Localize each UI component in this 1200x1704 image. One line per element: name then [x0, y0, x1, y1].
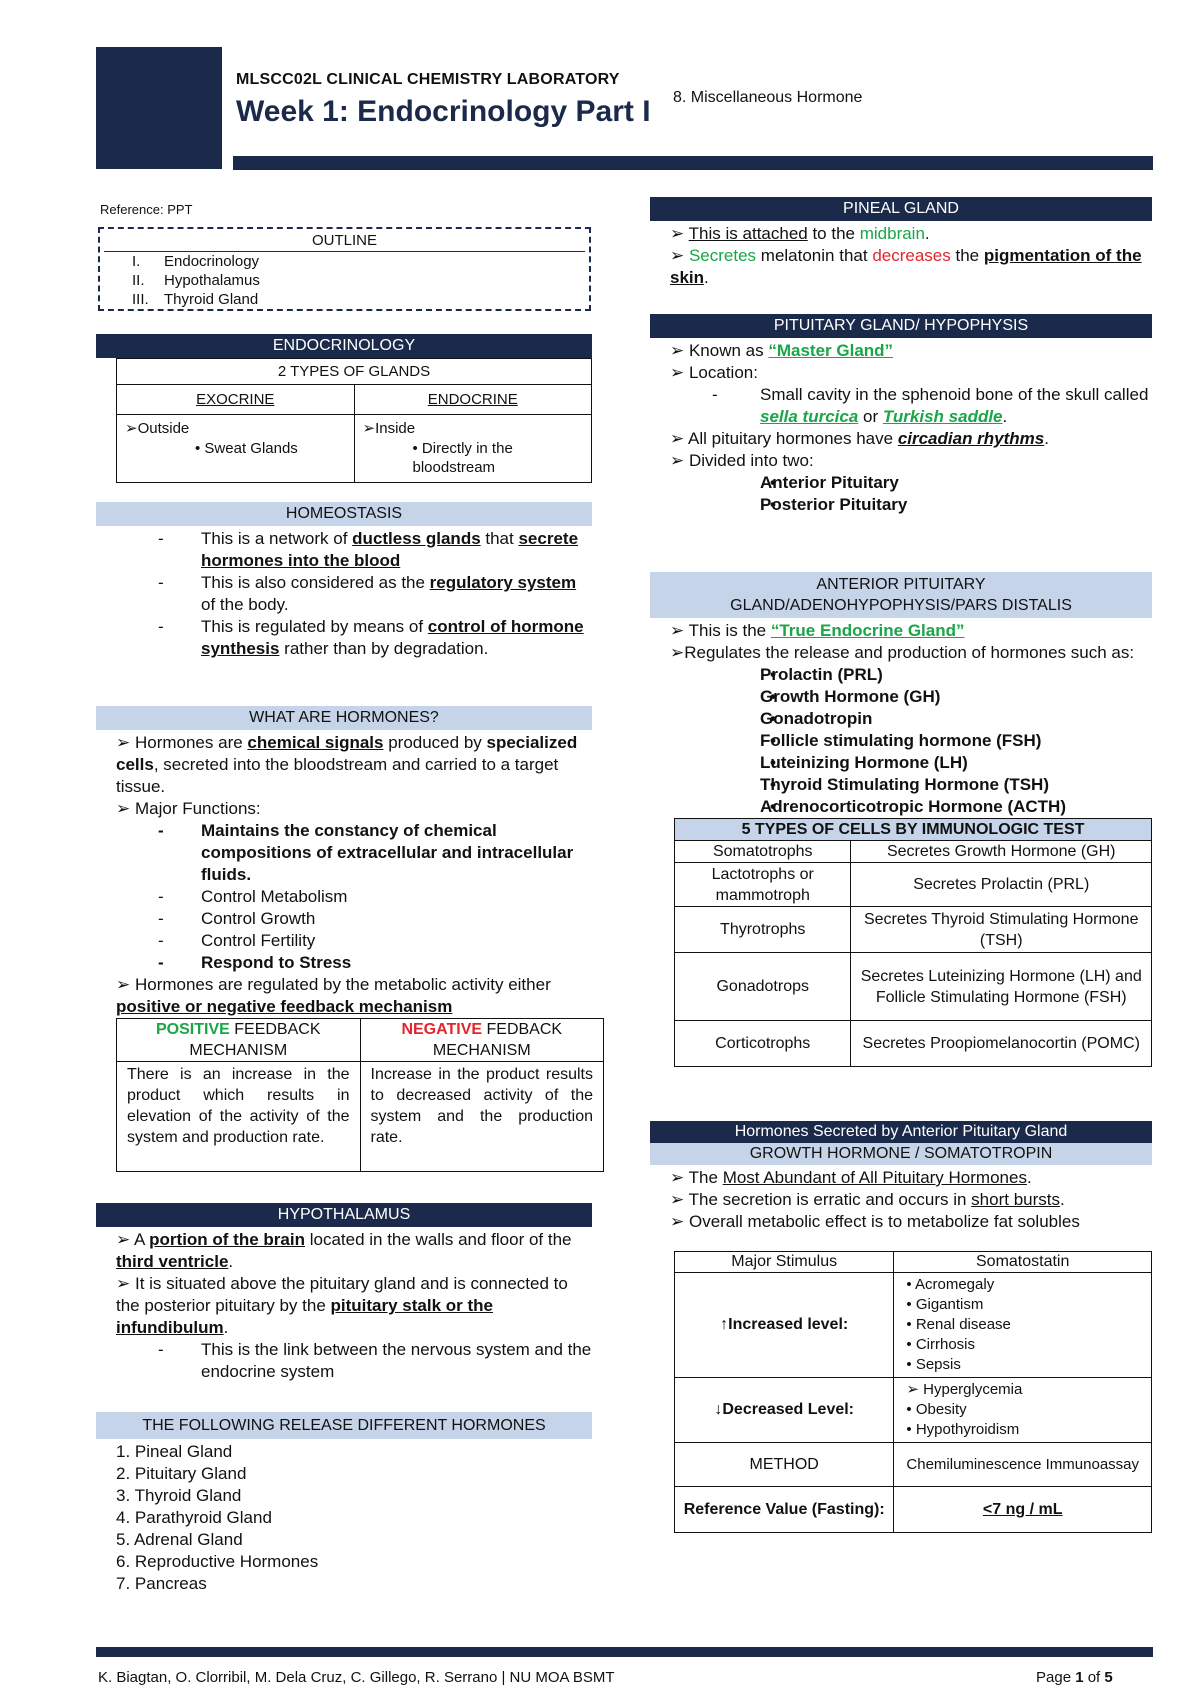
- footer-authors: K. Biagtan, O. Clorribil, M. Dela Cruz, C. Gillego, R. Serrano | NU MOA BSMT: [98, 1669, 615, 1686]
- growth-section: Hormones Secreted by Anterior Pituitary Gland GROWTH HORMONE / SOMATOTROPIN ➢ The Most Abundant of All Pituitary Hormones. ➢ The secretion is erratic and occurs in short bursts. ➢ Overall metabolic effect is to metabolize fat solubles Major Stimulus Somatostatin ↑Increased level: • Acromegaly • Gigantism • Renal disease • Cirrhosis • Sepsis ↓Decreased Level: ➢ Hyperglycemia • Obesity • Hypothyroidism METHOD Chemiluminescence Immunoassay Reference Value (Fasting): <7 ng / mL: [650, 1121, 1152, 1533]
- outline-item[interactable]: II. Hypothalamus: [132, 271, 260, 289]
- glands-table: 2 TYPES OF GLANDS EXOCRINE ENDOCRINE ➢Outside • Sweat Glands ➢Inside • Directly in the bloodstream: [116, 358, 592, 483]
- hypothalamus-section: HYPOTHALAMUS ➢ A portion of the brain located in the walls and floor of the third ventricle. ➢ It is situated above the pituitary gland and is connected to the posterior pituitary by the pituitary stalk or the infundibulum. - This is the link between the nervous system and the endocrine system: [96, 1203, 592, 1383]
- section-header: HOMEOSTASIS: [96, 502, 592, 526]
- table-row: Lactotrophs or mammotroph Secretes Prolactin (PRL): [675, 863, 1152, 907]
- cells-table: 5 TYPES OF CELLS BY IMMUNOLOGIC TEST Somatotrophs Secretes Growth Hormone (GH) Lactotrophs or mammotroph Secretes Prolactin (PRL) Thyrotrophs Secretes Thyroid Stimulating Hormone (TSH) Gonadotrops Secretes Luteinizing Hormone (LH) and Follicle Stimulating Hormone (FSH) Corticotrophs Secretes Proopiomelanocortin (POMC): [674, 818, 1152, 1067]
- outline-title: OUTLINE: [104, 231, 585, 252]
- footer-bar: [96, 1647, 1153, 1657]
- header-misc: 8. Miscellaneous Hormone: [673, 89, 863, 106]
- section-header: PINEAL GLAND: [650, 197, 1152, 221]
- list-item: 6. Reproductive Hormones: [116, 1552, 319, 1571]
- section-subheader: GROWTH HORMONE / SOMATOTROPIN: [650, 1143, 1152, 1165]
- endocrinology-section: [96, 334, 592, 483]
- outline-item[interactable]: III. Thyroid Gland: [132, 290, 259, 308]
- pituitary-section: PITUITARY GLAND/ HYPOPHYSIS ➢ Known as “Master Gland” ➢ Location: - Small cavity in the sphenoid bone of the skull called sella turcica or Turkish saddle. ➢ All pituitary hormones have circadian rhythms. ➢ Divided into two: • Anterior Pituitary • Posterior Pituitary: [650, 314, 1152, 516]
- section-header: THE FOLLOWING RELEASE DIFFERENT HORMONES: [96, 1412, 592, 1439]
- list-item: 7. Pancreas: [116, 1574, 207, 1593]
- section-header: Hormones Secreted by Anterior Pituitary Gland: [650, 1121, 1152, 1143]
- section-header: WHAT ARE HORMONES?: [96, 706, 592, 730]
- section-header: ENDOCRINOLOGY: [96, 334, 592, 358]
- header-block: [96, 47, 222, 169]
- pineal-section: PINEAL GLAND ➢ This is attached to the midbrain. ➢ Secretes melatonin that decreases the pigmentation of the skin.: [650, 197, 1152, 289]
- release-section: [96, 1412, 592, 1595]
- list-item: 4. Parathyroid Gland: [116, 1508, 272, 1527]
- homeostasis-section: HOMEOSTASIS - This is a network of ductless glands that secrete hormones into the blood - This is also considered as the regulatory system of the body. - This is regulated by means of control of hormone synthesis rather than by degradation.: [96, 502, 592, 660]
- list-item: 2. Pituitary Gland: [116, 1464, 247, 1483]
- section-header: ANTERIOR PITUITARY GLAND/ADENOHYPOPHYSIS/PARS DISTALIS: [650, 572, 1152, 618]
- hormones-section: WHAT ARE HORMONES? ➢ Hormones are chemical signals produced by specialized cells, secreted into the bloodstream and carried to a target tissue. ➢ Major Functions: - Maintains the constancy of chemical compositions of extracellular and intracellular fluids. - Control Metabolism - Control Growth - Control Fertility - Respond to Stress ➢ Hormones are regulated by the metabolic activity either positive or negative feedback mechanism POSITIVE FEEDBACK MECHANISM NEGATIVE FEDBACK MECHANISM There is an increase in the product which results in elevation of the activity of the system and production rate. Increase in the product results to decreased activity of the system and the production rate.: [96, 706, 592, 1172]
- table-row: Somatotrophs Secretes Growth Hormone (GH): [675, 841, 1152, 863]
- outline-item[interactable]: I. Endocrinology: [132, 252, 260, 270]
- table-row: Gonadotrops Secretes Luteinizing Hormone (LH) and Follicle Stimulating Hormone (FSH): [675, 953, 1152, 1021]
- course-code: MLSCC02L CLINICAL CHEMISTRY LABORATORY: [236, 71, 620, 88]
- outline-box: [98, 227, 591, 311]
- section-header: HYPOTHALAMUS: [96, 1203, 592, 1227]
- table-row: Corticotrophs Secretes Proopiomelanocortin (POMC): [675, 1021, 1152, 1067]
- header-bar: [233, 156, 1153, 170]
- growth-table: Major Stimulus Somatostatin ↑Increased level: • Acromegaly • Gigantism • Renal disease • Cirrhosis • Sepsis ↓Decreased Level: ➢ Hyperglycemia • Obesity • Hypothyroidism METHOD Chemiluminescence Immunoassay Reference Value (Fasting): <7 ng / mL: [674, 1251, 1152, 1533]
- anterior-section: ANTERIOR PITUITARY GLAND/ADENOHYPOPHYSIS/PARS DISTALIS ➢ This is the “True Endocrine Gland” ➢Regulates the release and production of hormones such as: • Prolactin (PRL) • Growth Hormone (GH) • Gonadotropin • Follicle stimulating hormone (FSH) • Luteinizing Hormone (LH) • Thyroid Stimulating Hormone (TSH) • Adrenocorticotropic Hormone (ACTH) 5 TYPES OF CELLS BY IMMUNOLOGIC TEST Somatotrophs Secretes Growth Hormone (GH) Lactotrophs or mammotroph Secretes Prolactin (PRL) Thyrotrophs Secretes Thyroid Stimulating Hormone (TSH) Gonadotrops Secretes Luteinizing Hormone (LH) and Follicle Stimulating Hormone (FSH) Corticotrophs Secretes Proopiomelanocortin (POMC): [650, 572, 1152, 1067]
- section-header: PITUITARY GLAND/ HYPOPHYSIS: [650, 314, 1152, 338]
- list-item: 1. Pineal Gland: [116, 1442, 233, 1461]
- feedback-table: POSITIVE FEEDBACK MECHANISM NEGATIVE FEDBACK MECHANISM There is an increase in the product which results in elevation of the activity of the system and production rate. Increase in the product results to decreased activity of the system and the production rate.: [116, 1018, 604, 1172]
- list-item: 3. Thyroid Gland: [116, 1486, 242, 1505]
- page-title: Week 1: Endocrinology Part I: [236, 95, 651, 128]
- table-title: 2 TYPES OF GLANDS: [117, 359, 592, 385]
- page-number: Page 1 of 5: [1036, 1669, 1113, 1686]
- table-row: Thyrotrophs Secretes Thyroid Stimulating Hormone (TSH): [675, 907, 1152, 953]
- reference: Reference: PPT: [100, 202, 193, 217]
- list-item: 5. Adrenal Gland: [116, 1530, 243, 1549]
